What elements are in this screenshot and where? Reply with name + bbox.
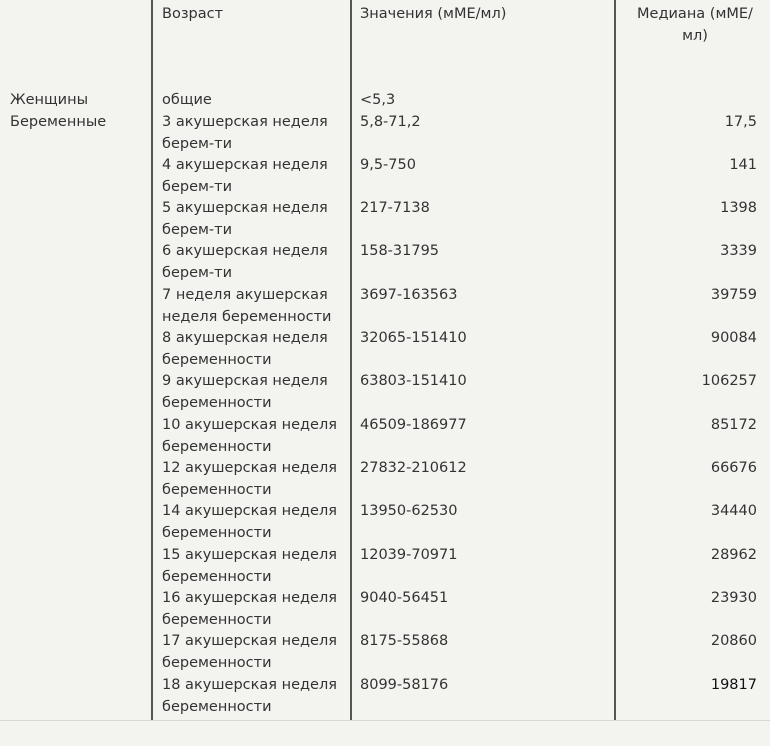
row-value: 27832-210612 (360, 460, 467, 476)
table-bottom-border (0, 720, 770, 721)
row-value: 32065-151410 (360, 330, 467, 346)
row-median: 106257 (701, 373, 757, 389)
row-value: 12039-70971 (360, 547, 458, 563)
row-median: 141 (729, 157, 757, 173)
row-value: <5,3 (360, 92, 396, 108)
row-median: 39759 (710, 287, 757, 303)
row-median: 85172 (710, 417, 757, 433)
row-age: 18 акушерская неделя беременности (162, 677, 337, 715)
row-value: 217-7138 (360, 200, 430, 216)
header-values: Значения (мМЕ/мл) (360, 6, 507, 22)
row-median: 3339 (720, 243, 757, 259)
row-median: 1398 (720, 200, 757, 216)
row-age: общие (162, 92, 212, 108)
row-value: 46509-186977 (360, 417, 467, 433)
row-age: 3 акушерская неделя берем-ти (162, 114, 328, 152)
row-median: 28962 (710, 547, 757, 563)
header-median: Медиана (мМЕ/ мл) (637, 6, 753, 44)
row-age: 7 неделя акушерская неделя беременности (162, 287, 332, 325)
group-pregnant: Беременные (10, 114, 107, 130)
row-median: 90084 (710, 330, 757, 346)
row-value: 9,5-750 (360, 157, 416, 173)
row-age: 4 акушерская неделя берем-ти (162, 157, 328, 195)
row-value: 8175-55868 (360, 633, 449, 649)
row-value: 9040-56451 (360, 590, 449, 606)
column-divider (350, 0, 352, 720)
row-age: 16 акушерская неделя беременности (162, 590, 337, 628)
row-value: 3697-163563 (360, 287, 458, 303)
row-age: 6 акушерская неделя берем-ти (162, 243, 328, 281)
header-age: Возраст (162, 6, 224, 22)
row-value: 63803-151410 (360, 373, 467, 389)
column-divider (151, 0, 153, 720)
column-divider (614, 0, 616, 720)
row-age: 15 акушерская неделя беременности (162, 547, 337, 585)
row-median: 23930 (710, 590, 757, 606)
row-median: 17,5 (724, 114, 757, 130)
group-women: Женщины (10, 92, 89, 108)
row-age: 8 акушерская неделя беременности (162, 330, 328, 368)
row-age: 14 акушерская неделя беременности (162, 503, 337, 541)
row-median: 66676 (710, 460, 757, 476)
row-value: 5,8-71,2 (360, 114, 421, 130)
row-age: 10 акушерская неделя беременности (162, 417, 337, 455)
row-median: 19817 (710, 677, 757, 693)
row-age: 17 акушерская неделя беременности (162, 633, 337, 671)
row-age: 5 акушерская неделя берем-ти (162, 200, 328, 238)
row-value: 8099-58176 (360, 677, 449, 693)
row-median: 34440 (710, 503, 757, 519)
row-value: 158-31795 (360, 243, 440, 259)
row-value: 13950-62530 (360, 503, 458, 519)
row-age: 12 акушерская неделя беременности (162, 460, 337, 498)
row-median: 20860 (710, 633, 757, 649)
row-age: 9 акушерская неделя беременности (162, 373, 328, 411)
